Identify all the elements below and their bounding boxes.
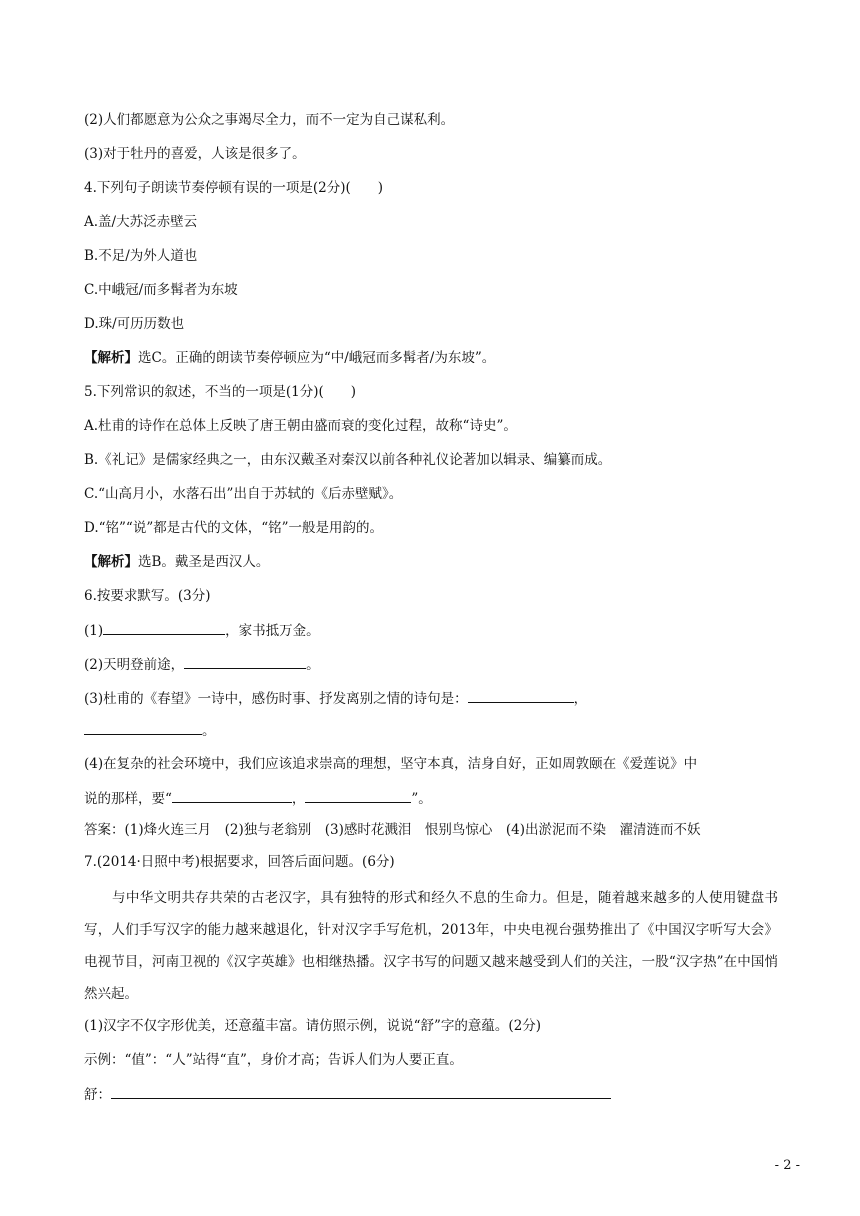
part-label: (1) [84,623,104,639]
fill-blank[interactable] [184,654,306,669]
question-4: 4.下列句子朗读节奏停顿有误的一项是(2分)( ) [84,180,384,196]
question-4-option-d: D.珠/可历历数也 [84,316,185,332]
part-text: 说的那样，要“ [84,791,172,807]
analysis-tag: 【解析】 [84,554,138,570]
part-text: 。 [306,657,320,673]
part-text: (2)天明登前途， [84,657,185,673]
question-5-analysis [84,552,269,572]
page-number: - 2 - [774,1158,800,1173]
part-text: ，家书抵万金。 [225,623,320,639]
question-4-option-c: C.中峨冠/而多髯者为东坡 [84,282,238,298]
question-4-analysis [84,348,495,368]
fill-blank[interactable] [305,788,411,803]
part-text: ， [291,791,306,807]
fill-blank[interactable] [84,720,202,735]
question-5-option-c: C.“山高月小，水落石出”出自于苏轼的《后赤壁赋》。 [84,486,403,502]
question-6-answer: 答案：(1)烽火连三月 (2)独与老翁别 (3)感时花溅泪 恨别鸟惊心 (4)出淤泥而不染 濯清涟而不妖 [84,822,701,838]
answer-line-3: (3)对于牡丹的喜爱，人该是很多了。 [84,146,306,162]
fill-blank[interactable] [172,788,292,803]
question-7-part-1: (1)汉字不仅字形优美，还意蕴丰富。请仿照示例，说说“舒”字的意蕴。(2分) [84,1018,542,1034]
question-5-option-b: B.《礼记》是儒家经典之一，由东汉戴圣对秦汉以前各种礼仪论著加以辑录、编纂而成。 [84,452,612,468]
part-text: (3)杜甫的《春望》一诗中，感伤时事、抒发离别之情的诗句是： [84,691,468,707]
analysis-text: 选B。戴圣是西汉人。 [138,554,270,570]
fill-blank[interactable] [103,620,225,635]
answer-line-2: (2)人们都愿意为公众之事竭尽全力，而不一定为自己谋私利。 [84,112,455,128]
question-5: 5.下列常识的叙述，不当的一项是(1分)( ) [84,384,357,400]
question-6-part-4: (4)在复杂的社会环境中，我们应该追求崇高的理想，坚守本真，洁身自好，正如周敦颐在《爱莲说》中 [84,756,698,772]
question-7-answer-line [84,1084,611,1105]
question-4-option-b: B.不足/为外人道也 [84,248,198,264]
question-7: 7.(2014·日照中考)根据要求，回答后面问题。(6分) [84,854,395,870]
question-6-part-3-cont [84,720,216,741]
analysis-text: 选C。正确的朗读节奏停顿应为“中/峨冠而多髯者/为东坡”。 [138,350,496,366]
question-6: 6.按要求默写。(3分) [84,588,211,604]
question-5-option-d: D.“铭”“说”都是古代的文体，“铭”一般是用韵的。 [84,520,384,536]
analysis-tag: 【解析】 [84,350,138,366]
question-4-option-a: A.盖/大苏泛赤壁云 [84,214,198,230]
question-6-part-2 [84,654,320,675]
fill-blank[interactable] [468,688,574,703]
part-text: 。 [202,723,216,739]
answer-blank[interactable] [111,1084,611,1099]
part-text: ， [573,691,588,707]
question-6-part-4-cont [84,788,432,809]
question-5-option-a: A.杜甫的诗作在总体上反映了唐王朝由盛而衰的变化过程，故称“诗史”。 [84,418,517,434]
question-6-part-1 [84,620,320,641]
question-6-part-3 [84,688,587,709]
question-7-passage: 与中华文明共存共荣的古老汉字，具有独特的形式和经久不息的生命力。但是，随着越来越多的人使用键盘书写，人们手写汉字的能力越来越退化，针对汉字手写危机，2013年，中央电视台强势推出了《中国汉字听写大会》电视节目，河南卫视的《汉字英雄》也相继热播。汉字书写的问题又越来越受到人们的关注，一股“汉字热”在中国悄然兴起。 [84,890,778,1002]
question-7-example: 示例：“值”：“人”站得“直”，身价才高；告诉人们为人要正直。 [84,1052,463,1068]
part-text: ”。 [411,791,432,807]
answer-label: 舒： [84,1087,111,1103]
